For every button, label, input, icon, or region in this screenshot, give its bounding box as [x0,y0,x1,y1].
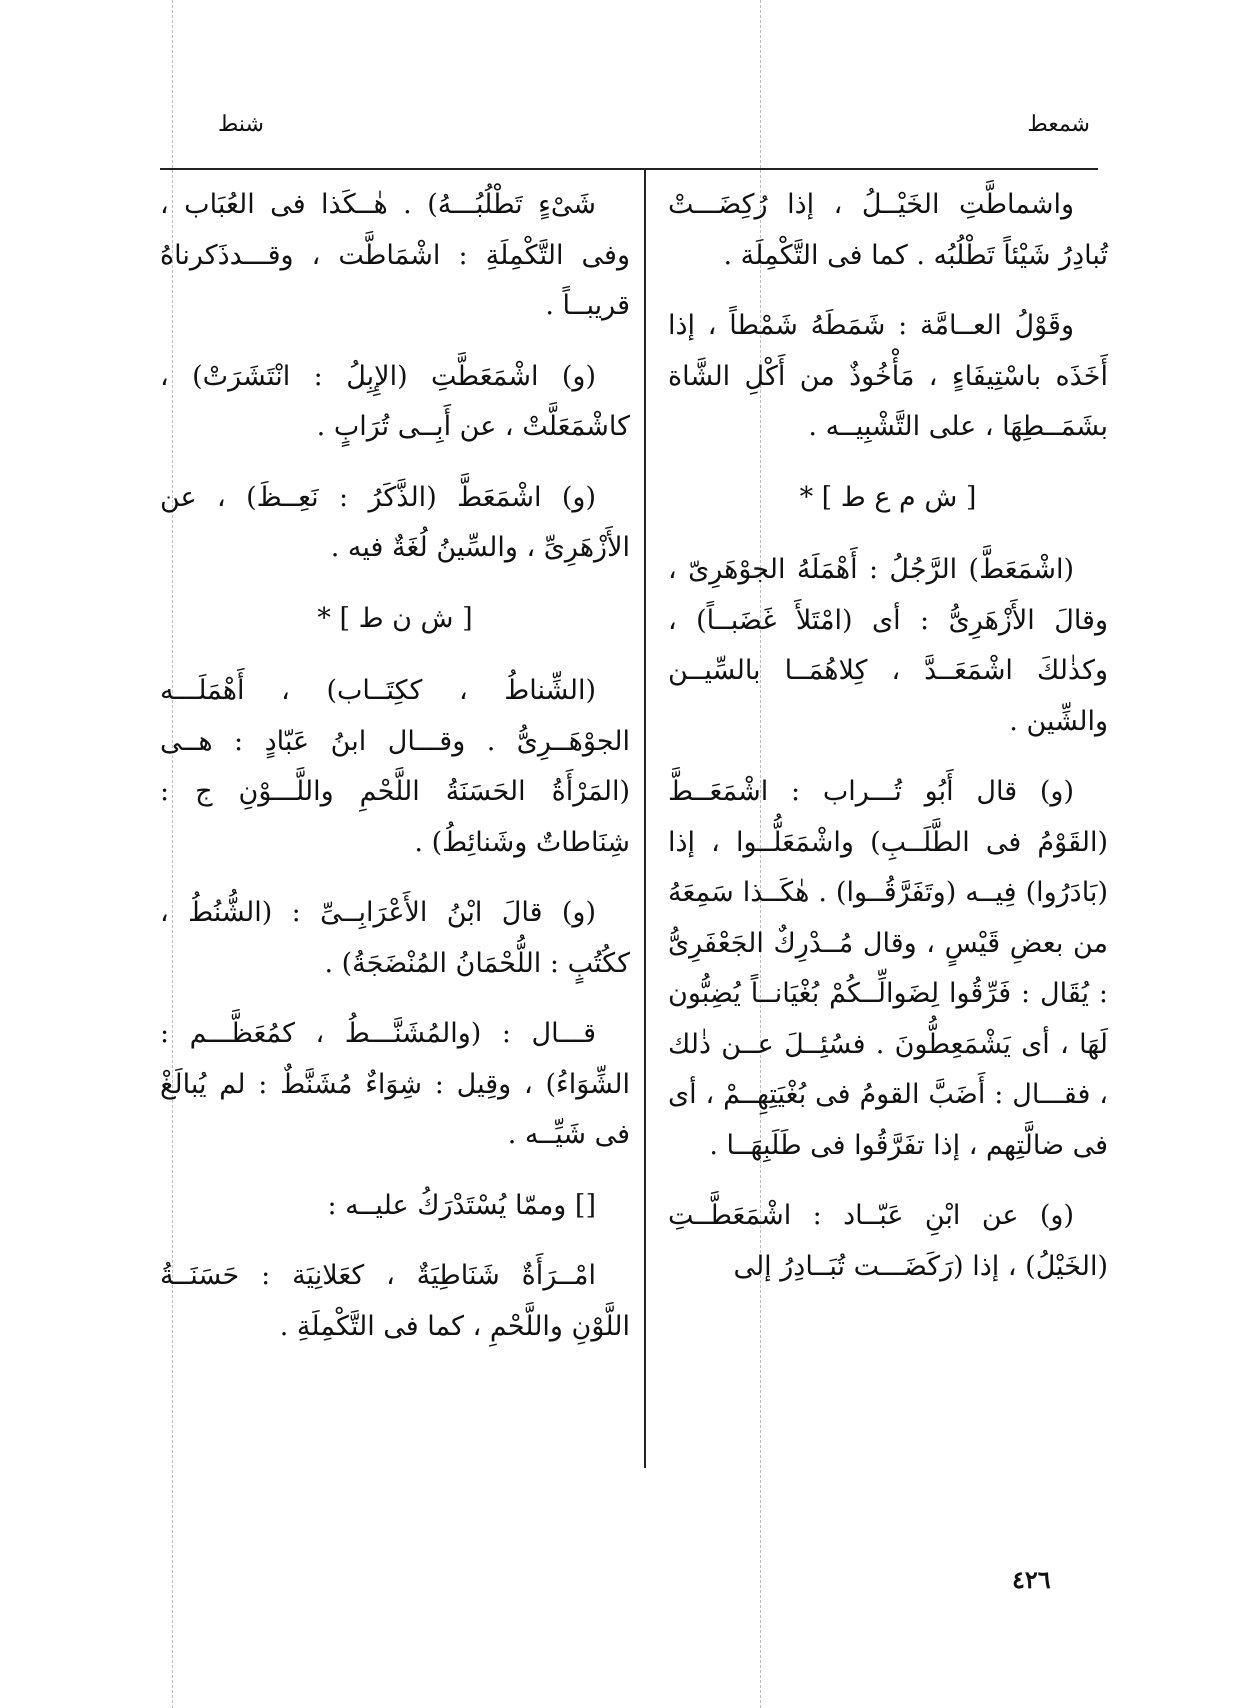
entry-paragraph: (اشْمَعَطَّ) الرَّجُلُ : أَهْمَلَهُ الجوْهَرِىّ ، وقالَ الأَزْهَرِىُّ : أى (امْتَلأَ غَضَبــاً) ، وكذٰلكَ اشْمَعَــدَّ ، كِلاهُمَــا بالسِّيــن والشِّين . [668,554,1108,737]
entry-paragraph: وقَوْلُ العــامَّة : شَمَطَهُ شَمْطاً ، إذا أَخَذَه باسْتِيفَاءٍ ، مَأْخُوذٌ من أَكْلِ الشَّاة بشَمَــطِهَا ، على التَّشْبِيــه . [668,310,1108,442]
entry-paragraph: [] وممّا يُسْتَدْرَكُ عليــه : [327,1189,596,1221]
entry-paragraph: امْــرَأَةٌ شَنَاطِيَةٌ ، كعَلانِيَة : حَسَنَــةُ اللَّوْنِ واللَّحْمِ ، كما فى التَّكْمِلَةِ . [160,1260,630,1342]
entry-paragraph: (و) قال أَبُو تُـــراب : اشْمَعَــطَّ (القَوْمُ فى الطَّلَــبِ) واشْمَعَلُّــوا ، إذا (بَادَرُوا) فِيــه (وتَفَرَّقُــوا) . هٰكَــذا سَمِعَهُ من بعضِ قَيْسٍ ، وقال مُــدْرِكٌ الجَعْفَرِىُّ : يُقَال : فَرِّقُوا لِضَوالِّــكُمْ بُغْيَانــاً يُضِبُّون لَهَا ، أى يَشْمَعِطُّونَ . فسُئِــلَ عــن ذٰلك ، فقـــال : أَضَبَّ القومُ فى بُغْيَتِهِــمْ ، أى فى ضالَّتِهم ، إذا تفَرَّقُوا فى طَلَبِهَــا . [668,776,1108,1161]
entry-paragraph: (و) قالَ ابْنُ الأَعْرَابِــىِّ : (الشُّنُطُ ، ككُتُبٍ : اللُّحْمَانُ المُنْضَجَةُ) . [160,897,630,979]
running-head-left: شنط [218,112,264,137]
column-separator [644,168,646,1468]
entry-paragraph: شَىْءٍ تَطْلُبُـــهُ) . هٰــكَذا فى العُبَاب ، وفى التَّكْمِلَةِ : اشْمَاطَّت ، وقـــدذَكرناهُ قريبــاً . [160,189,630,321]
entry-paragraph: قـــال : (والمُشَنَّـــطُ ، كمُعَظَّـــم : الشِّوَاءُ) ، وقِيل : شِوَاءٌ مُشَنَّطٌ : لم يُبالَغْ فى شَيِّــه . [160,1018,630,1150]
right-column [668,180,1108,1312]
entry-paragraph: (و) عن ابْنِ عَبّــاد : اشْمَعَطَّــتِ (الخَيْلُ) ، إذا (رَكَضَـــت تُبَــادِرُ إلى [668,1200,1108,1282]
entry-paragraph: (و) اشْمَعَطَّتِ (الإِبِلُ : انْتَشَرَتْ) ، كاشْمَعَلَّتْ ، عن أَبِــى تُرَابٍ . [160,360,630,442]
entry-paragraph: واشماطَّتِ الخَيْــلُ ، إذا رُكِضَـــتْ تُبادِرُ شَيْئاً تَطْلُبُه . كما فى التَّكْمِلَة . [668,189,1108,271]
left-column [160,180,630,1372]
page-number: ٤٢٦ [1012,1565,1051,1594]
running-head-right: شمعط [1027,112,1090,137]
entry-paragraph: (الشِّناطُ ، ككِتَــاب) ، أَهْمَلَـــه الجوْهَــرِىُّ . وقـــال ابنُ عَبّادٍ : هــى (المَرْأَةُ الحَسَنَةُ اللَّحْمِ واللَّـــوْنِ ج : شِنَاطاتٌ وشَنائِطُ) . [160,675,630,858]
entry-paragraph: (و) اشْمَعَطَّ (الذَّكَرُ : نَعِــظَ) ، عن الأَزْهَرِىِّ ، والسِّينُ لُغَةٌ فيه . [160,481,630,563]
root-heading: [ ش م ع ط ] * [799,481,977,513]
root-heading: [ ش ن ط ] * [317,602,473,634]
header-rule [160,168,1098,170]
